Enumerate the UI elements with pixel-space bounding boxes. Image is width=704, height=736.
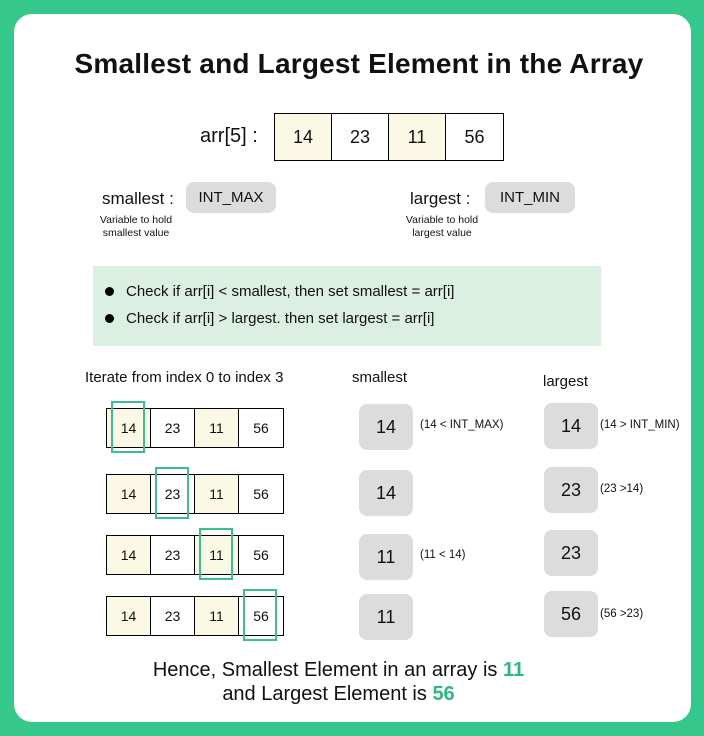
step-array: [106, 474, 284, 514]
conclusion-text: and Largest Element is: [222, 683, 433, 705]
main-array: [274, 113, 504, 161]
largest-note-line1: Variable to hold: [405, 214, 479, 226]
largest-comparison: (56 >23): [600, 608, 644, 620]
step-cell: 11: [195, 536, 239, 574]
largest-init-pill: INT_MIN: [485, 182, 575, 213]
step-cell: 56: [253, 486, 269, 502]
step-cell: 56: [253, 547, 269, 563]
largest-value: 23: [544, 530, 598, 576]
largest-var-label: largest :: [410, 189, 471, 208]
step-cell: 14: [107, 409, 151, 447]
step-cell: 14: [107, 475, 151, 513]
largest-value: 23: [544, 467, 598, 513]
current-index-highlight: [111, 401, 145, 453]
bullet-icon: [105, 314, 114, 323]
smallest-comparison: (14 < INT_MAX): [420, 419, 504, 431]
current-index-highlight: [199, 528, 233, 580]
step-cell: 23: [151, 409, 195, 447]
smallest-note-line2: smallest value: [102, 227, 170, 239]
bullet-icon: [105, 287, 114, 296]
smallest-note-line1: Variable to hold: [99, 214, 173, 226]
array-cell: 14: [275, 114, 332, 160]
conclusion-line-2: [0, 683, 677, 706]
iterate-heading: Iterate from index 0 to index 3: [85, 369, 284, 386]
smallest-value: 14: [359, 470, 413, 516]
rule-item: [105, 310, 434, 327]
smallest-var-label: smallest :: [102, 189, 174, 208]
step-array: [106, 535, 284, 575]
step-cell: 56: [253, 608, 269, 624]
step-cell: 23: [151, 597, 195, 635]
step-cell: 11: [195, 475, 239, 513]
array-cell: 56: [464, 126, 485, 147]
smallest-result: 11: [503, 659, 525, 681]
smallest-init-pill: INT_MAX: [186, 182, 276, 213]
smallest-comparison: (11 < 14): [420, 549, 466, 561]
step-cell: 56: [253, 420, 269, 436]
step-cell: 14: [107, 597, 151, 635]
rules-box: [93, 266, 601, 346]
current-index-highlight: [243, 589, 277, 641]
current-index-highlight: [155, 467, 189, 519]
array-label: arr[5] :: [200, 125, 258, 147]
smallest-column-heading: smallest: [352, 369, 408, 386]
step-cell: 14: [107, 536, 151, 574]
smallest-value: 11: [359, 594, 413, 640]
rule-text: Check if arr[i] > largest. then set largest = arr[i]: [126, 310, 435, 327]
largest-value: 14: [544, 403, 598, 449]
smallest-note: [86, 214, 186, 240]
array-cell: 11: [389, 114, 446, 160]
rule-text: Check if arr[i] < smallest, then set smallest = arr[i]: [126, 283, 455, 300]
array-cell: 23: [332, 114, 389, 160]
step-cell: 23: [151, 475, 195, 513]
conclusion-line-1: [0, 659, 677, 682]
largest-result: 56: [432, 683, 455, 705]
step-cell: 11: [195, 409, 239, 447]
smallest-value: 11: [359, 534, 413, 580]
largest-value: 56: [544, 591, 598, 637]
conclusion-text: Hence, Smallest Element in an array is: [152, 659, 503, 681]
largest-note: [392, 214, 492, 240]
largest-comparison: (14 > INT_MIN): [600, 419, 680, 431]
step-cell: 23: [151, 536, 195, 574]
diagram-title: Smallest and Largest Element in the Array: [74, 48, 644, 79]
rule-item: [105, 283, 454, 300]
largest-comparison: (23 >14): [600, 483, 644, 495]
largest-note-line2: largest value: [412, 227, 472, 239]
smallest-value: 14: [359, 404, 413, 450]
step-cell: 11: [195, 597, 239, 635]
largest-column-heading: largest: [543, 373, 589, 390]
